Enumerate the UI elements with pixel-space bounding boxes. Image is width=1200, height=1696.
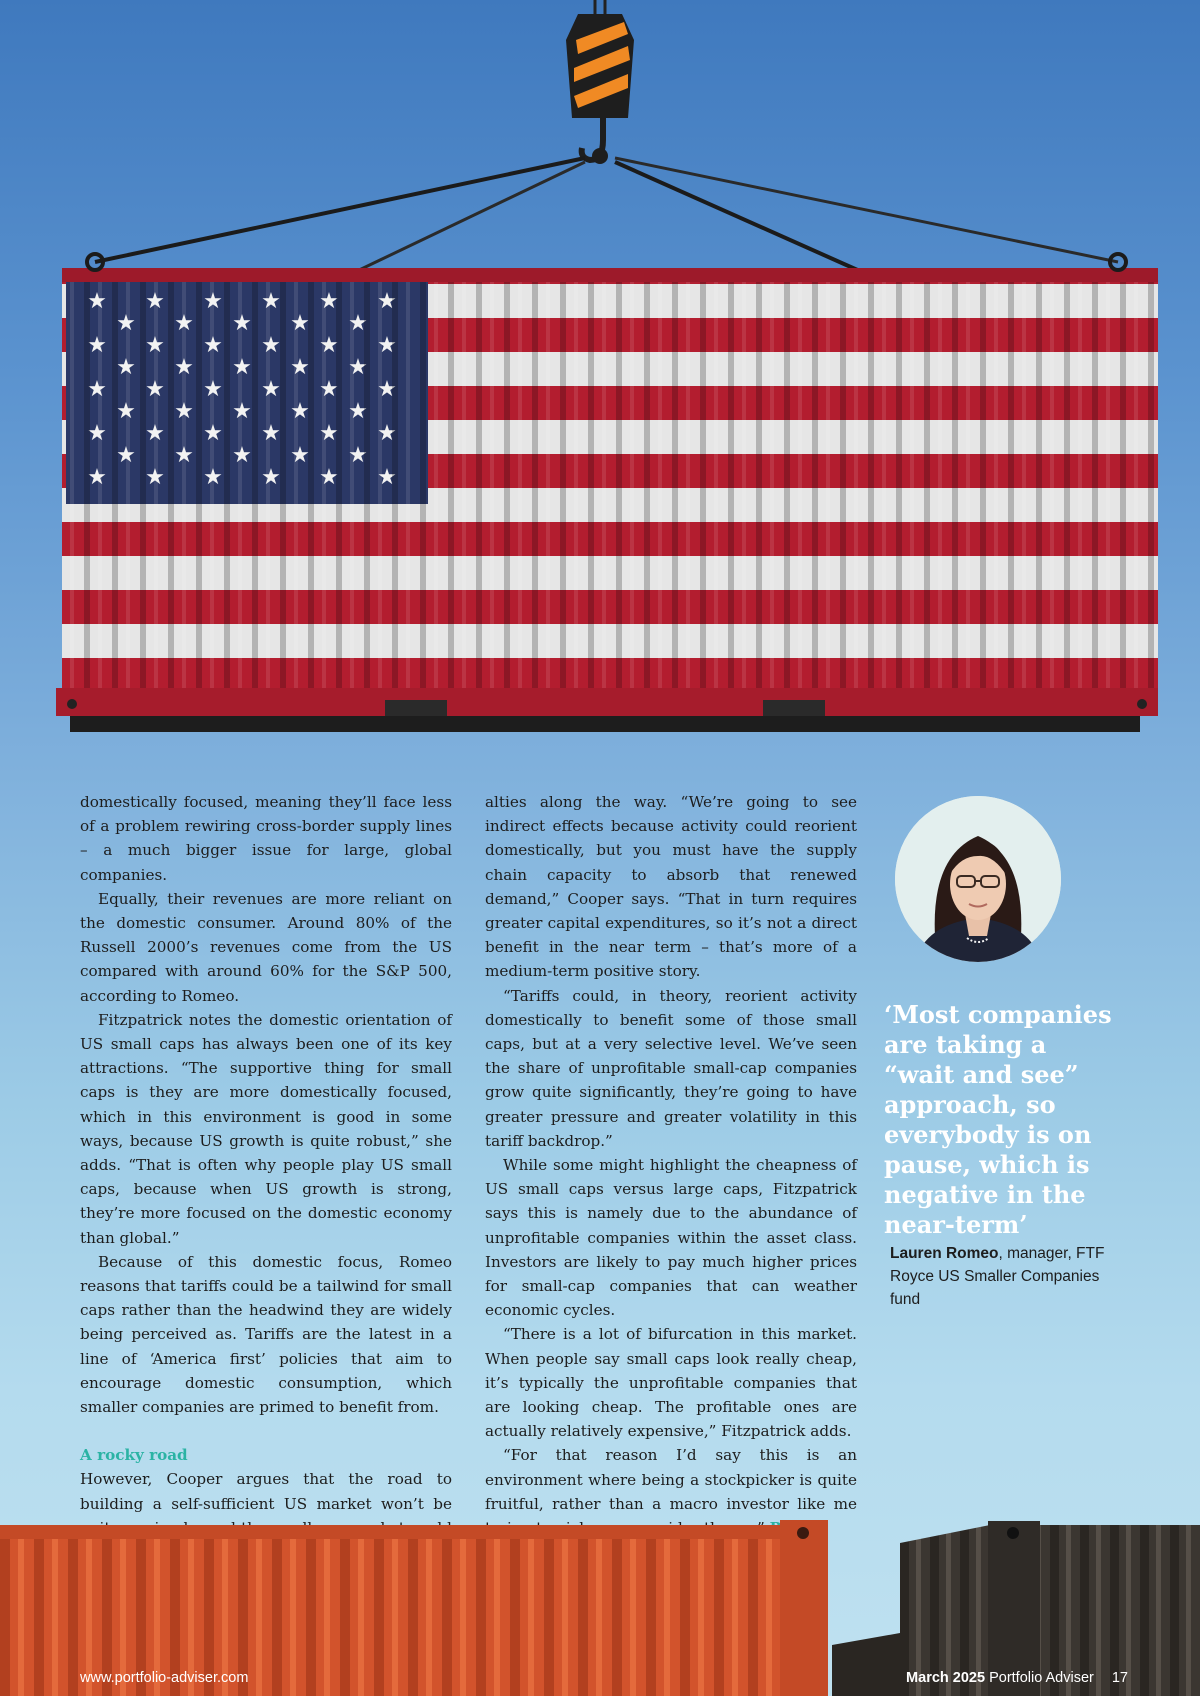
paragraph-text: “For that reason I’d say this is an environment where being a stockpicker is quite fruitful, rather than a macro investor like me [485,1446,857,1513]
paragraph: alties along the way. “We’re going to see indirect effects because activity could reorient domestically, but you must have the supply chain capacity to absorb that renewed demand,” Cooper says. “That in turn requires greater capital expenditures, so it’s not a direct benefit in the near term – that’s more of a medium-term positive story. [485,793,857,981]
subheading: A rocky road [80,1446,188,1465]
paragraph: “There is a lot of bifurcation in this market. When people say small caps look really cheap, it’s typically the unprofitable companies that are looking cheap. The profitable ones are actually relatively expensive,” Fitzpatrick adds. [485,1325,857,1441]
footer-issue [906,1670,1128,1686]
paragraph: Because of this domestic focus, Romeo reasons that tariffs could be a tailwind for small caps rather than the headwind they are widely being perceived as. Tariffs are the latest in a line of ‘America first’ policies that aim to encourage domestic consumption, which smaller companies are primed to benefit from. [80,1252,452,1417]
paragraph: “Tariffs could, in theory, reorient activity domestically to benefit some of those small caps, but at a very selective level. We’ve seen the share of unprofitable small-cap companies grow quite significantly, they’re going to have greater pressure and greater volatility in this tariff backdrop.” [485,986,857,1150]
issue-date: March 2025 [906,1670,986,1686]
bottom-containers-illustration [0,1515,1200,1696]
footer-website: www.portfolio-adviser.com [80,1670,249,1686]
quote-attribution [890,1242,1110,1311]
flag-container-illustration [0,0,1200,740]
article-column-2 [485,790,857,1540]
pull-quote: ‘Most companies are taking a “wait and see” approach, so everybody is on pause, which is negative in the near-term’ [884,1000,1112,1239]
paragraph: Fitzpatrick notes the domestic orientation of US small caps has always been one of its key attractions. “The supportive thing for small caps is they are more domestically focused, which in this environment is good in some ways, because US growth is quite robust,” she adds. “That is often why people play US small caps, because when US growth is strong, they’re more focused on the domestic economy than global.” [80,1010,452,1247]
page-number: 17 [1111,1670,1128,1686]
attribution-role: , manager, FTF Royce US Smaller Companies fund [890,1245,1105,1308]
paragraph: While some might highlight the cheapness of US small caps versus large caps, Fitzpatrick says this is namely due to the abundance of unprofitable companies within the asset class. Investors are likely to pay much higher prices for small-cap companies that can weather economic cycles. [485,1156,857,1320]
magazine-name: Portfolio Adviser [989,1670,1094,1686]
portrait-photo [895,796,1061,962]
article-column-1 [80,790,452,1564]
paragraph: domestically focused, meaning they’ll face less of a problem rewiring cross-border supply lines – a much bigger issue for large, global companies. [80,793,452,884]
attribution-name: Lauren Romeo [890,1245,999,1262]
paragraph: However, Cooper argues that the road to building a self-sufficient US market won’t be [80,1470,452,1513]
paragraph: Equally, their revenues are more reliant on the domestic consumer. Around 80% of the Russell 2000’s revenues come from the US compared with around 60% for the S&P 500, according to Romeo. [80,889,452,1005]
